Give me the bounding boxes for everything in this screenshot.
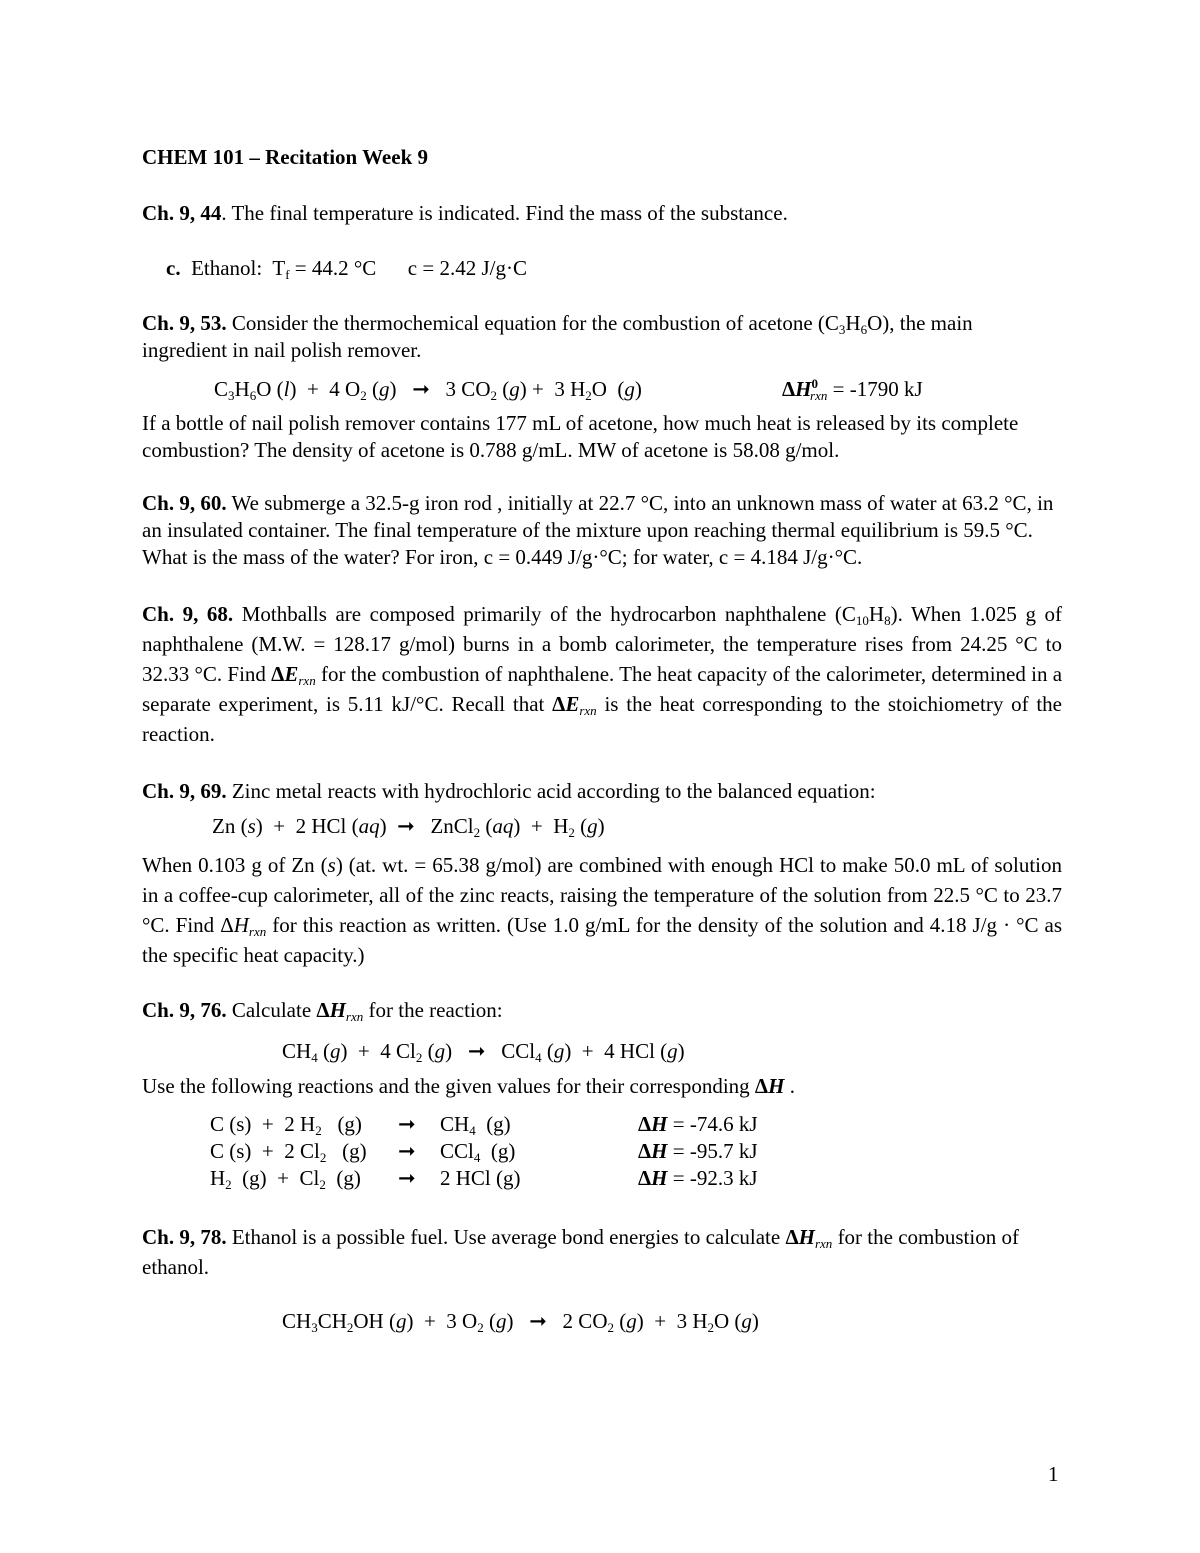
question-68: Ch. 9, 68. Mothballs are composed primarily of the hydrocarbon naphthalene $(C_{10}H_8)$. When 1.025 g of naphthalene (M.W. = 128.17 g/mol) burns in a bomb calorimeter, the temperature rises from 24.25 °C to 32.33 °C. Find $\Delta E_{rxn}$ for the combustion of naphthalene. The heat capacity of the calorimeter, determined in a separate experiment, is 5.11 kJ/°C. Recall that $\Delta E_{rxn}$ is the heat corresponding to the stoichiometry of the reaction.	[142, 602, 1063, 746]
reaction-table: C (s) + 2 $H_2$ (g) ➞ $CH_4$ (g) ΔH = -74.6 kJ C (s) + 2 $Cl_2$ (g) ➞ CCl$_4$ (g) ΔH = -95.7 kJ $H_2$ $(g) + Cl_2$ (g) ➞ 2 HCl (g) ΔH = -92.3 kJ	[210, 1112, 758, 1192]
use-following-text: Use the following reactions and the given values for their corresponding ΔH .	[142, 1074, 795, 1098]
reaction-row: C (s) + 2 $Cl_2$ (g)	[210, 1139, 367, 1165]
question-label: Ch. 9, 60.	[142, 491, 227, 515]
question-78: Ch. 9, 78. Ethanol is a possible fuel. Use average bond energies to calculate $\Delta H_{rxn}$ for the combustion of ethanol.	[142, 1225, 1019, 1279]
question-53: Ch. 9, 53. Consider the thermochemical equation for the combustion of acetone $(C_3H_6O)$, the main ingredient in nail polish remover.	[142, 311, 973, 362]
question-53-body: If a bottle of nail polish remover contains 177 mL of acetone, how much heat is released by its complete combustion? The density of acetone is 0.788 g/mL. MW of acetone is 58.08 g/mol.	[142, 411, 1019, 462]
question-44	[142, 200, 788, 227]
question-label: Ch. 9, 69.	[142, 779, 227, 803]
ethanol-equation: $CH_3CH_2OH$ (g) + 3 $O_2$ (g) ➞ 2 $CO_2$ (g) + 3 $H_2O$ (g)	[282, 1309, 759, 1335]
reaction-row: C (s) + 2 $H_2$ (g)	[210, 1112, 362, 1138]
question-69: Ch. 9, 69. Zinc metal reacts with hydrochloric acid according to the balanced equation:	[142, 779, 876, 803]
question-label: Ch. 9, 68.	[142, 602, 234, 626]
question-label: Ch. 9, 76.	[142, 998, 227, 1022]
question-44-part-c: c. Ethanol: $T_f = 44.2$ °C c = 2.42 J/g·C	[166, 256, 527, 282]
question-label: Ch. 9, 53.	[142, 311, 227, 335]
reaction-row: $H_2$ $(g) + Cl_2$ (g)	[210, 1166, 361, 1192]
page-number: 1	[1048, 1462, 1059, 1486]
question-69-body: When 0.103 g of Zn (s) (at. wt. = 65.38 g/mol) are combined with enough HCl to make 50.0 mL of solution in a coffee-cup calorimeter, all of the zinc reacts, raising the temperature of the solution from 22.5 °C to 23.7 °C. Find $\Delta H_{rxn}$ for this reaction as written. (Use 1.0 g/mL for the density of the solution and 4.18 J/g · °C as the specific heat capacity.)	[142, 853, 1062, 967]
question-label: Ch. 9, 44	[142, 201, 222, 225]
acetone-equation: $C_3H_6O$ (l) + 4 $O_2$ (g) ➞ 3 $CO_2$ (g) + 3 $H_2O$ (g)	[214, 377, 642, 403]
page-title: CHEM 101 – Recitation Week 9	[142, 145, 429, 169]
question-76: Ch. 9, 76. Calculate $\Delta H_{rxn}$ for the reaction:	[142, 998, 503, 1024]
question-label: Ch. 9, 78.	[142, 1225, 227, 1249]
zinc-equation: Zn (s) + 2 HCl (aq) ➞ ZnCl$_2$ $(aq) + H_2$ (g)	[212, 814, 605, 840]
target-equation: $CH_4$ (g) + 4 $Cl_2$ (g) ➞ CCl$_4$ (g) + 4 HCl (g)	[282, 1039, 685, 1065]
question-text: . The final temperature is indicated. Find the mass of the substance.	[221, 201, 788, 225]
acetone-enthalpy: $\Delta H^0_{rxn} = -1790$ kJ	[782, 376, 923, 403]
question-60: Ch. 9, 60. We submerge a 32.5-g iron rod , initially at 22.7 °C, into an unknown mass of water at 63.2 °C, in an insulated container. The final temperature of the mixture upon reaching thermal equilibrium is 59.5 °C. What is the mass of the water? For iron, c = 0.449 J/g·°C; for water, c = 4.184 J/g·°C.	[142, 491, 1054, 569]
